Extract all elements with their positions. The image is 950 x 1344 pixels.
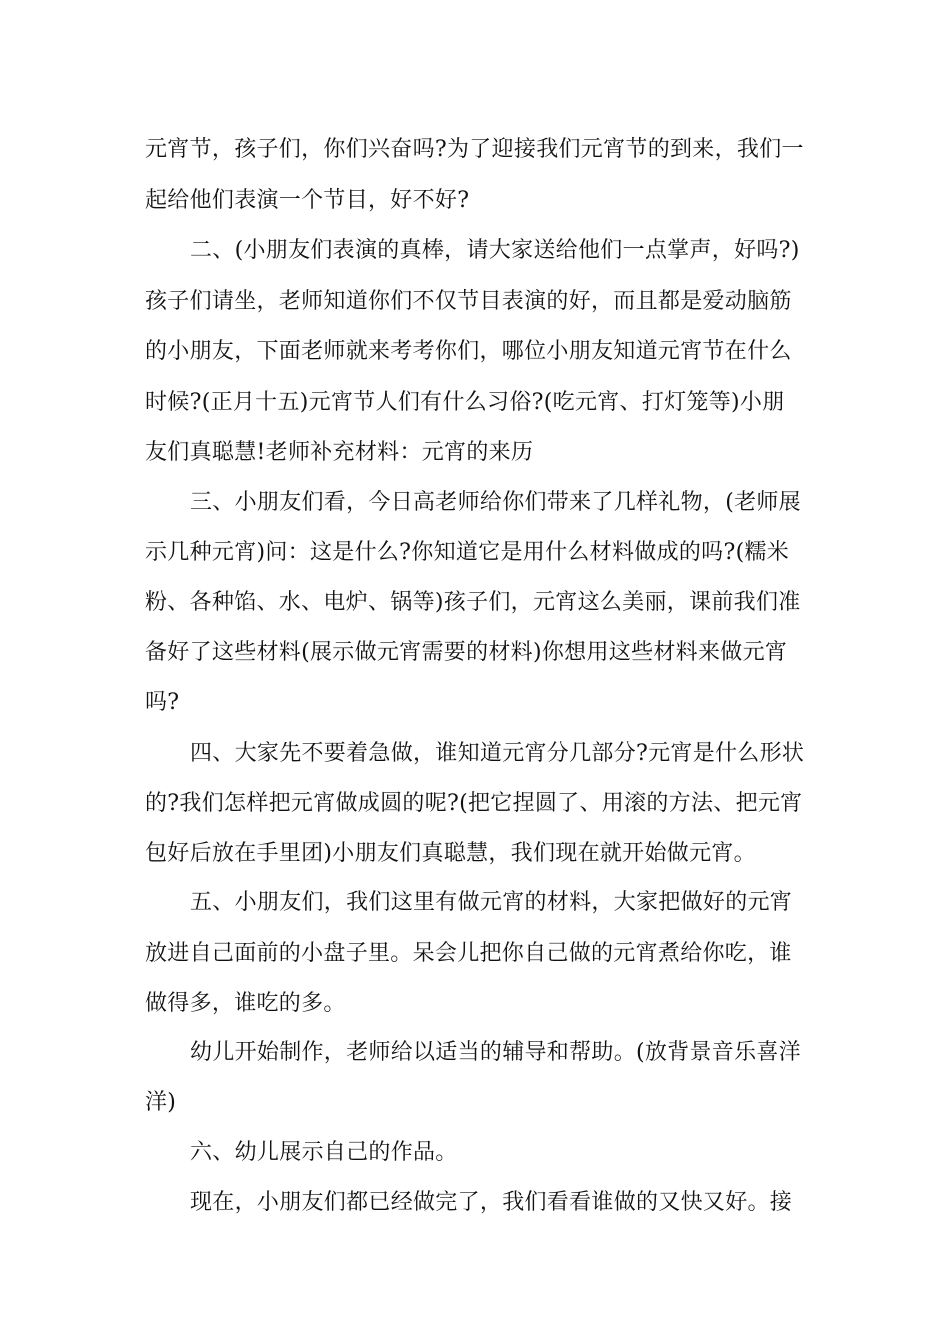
paragraph-6-start: 六、幼儿展示自己的作品。 <box>190 1140 458 1165</box>
text-line: 友们真聪慧!老师补充材料：元宵的来历 <box>145 440 534 465</box>
text-line: 孩子们请坐，老师知道你们不仅节目表演的好，而且都是爱动脑筋 <box>145 289 792 314</box>
paragraph-now-start: 现在，小朋友们都已经做完了，我们看看谁做的又快又好。接 <box>190 1190 793 1215</box>
text-line: 包好后放在手里团)小朋友们真聪慧，我们现在就开始做元宵。 <box>145 841 756 866</box>
text-line: 粉、各种馅、水、电炉、锅等)孩子们，元宵这么美丽，课前我们准 <box>145 590 801 615</box>
text-line: 吗? <box>145 690 180 715</box>
paragraph-5-start: 五、小朋友们，我们这里有做元宵的材料，大家把做好的元宵 <box>190 890 793 915</box>
text-line: 时候?(正月十五)元宵节人们有什么习俗?(吃元宵、打灯笼等)小朋 <box>145 390 785 415</box>
paragraph-2-start: 二、(小朋友们表演的真棒，请大家送给他们一点掌声，好吗?) <box>190 238 800 263</box>
paragraph-4-start: 四、大家先不要着急做，谁知道元宵分几部分?元宵是什么形状 <box>190 741 805 766</box>
paragraph-3-start: 三、小朋友们看，今日高老师给你们带来了几样礼物，(老师展 <box>190 490 801 515</box>
text-line: 起给他们表演一个节目，好不好? <box>145 188 470 213</box>
text-line: 的小朋友，下面老师就来考考你们，哪位小朋友知道元宵节在什么 <box>145 339 792 364</box>
text-line: 洋) <box>145 1090 177 1115</box>
text-line: 示几种元宵)问：这是什么?你知道它是用什么材料做成的吗?(糯米 <box>145 540 790 565</box>
text-line: 的?我们怎样把元宵做成圆的呢?(把它捏圆了、用滚的方法、把元宵 <box>145 791 803 816</box>
text-line: 备好了这些材料(展示做元宵需要的材料)你想用这些材料来做元宵 <box>145 640 788 665</box>
text-line: 做得多，谁吃的多。 <box>145 991 346 1016</box>
text-line: 元宵节，孩子们，你们兴奋吗?为了迎接我们元宵节的到来，我们一 <box>145 137 804 162</box>
paragraph-children-start: 幼儿开始制作，老师给以适当的辅导和帮助。(放背景音乐喜洋 <box>190 1040 801 1065</box>
text-line: 放进自己面前的小盘子里。呆会儿把你自己做的元宵煮给你吃，谁 <box>145 941 792 966</box>
